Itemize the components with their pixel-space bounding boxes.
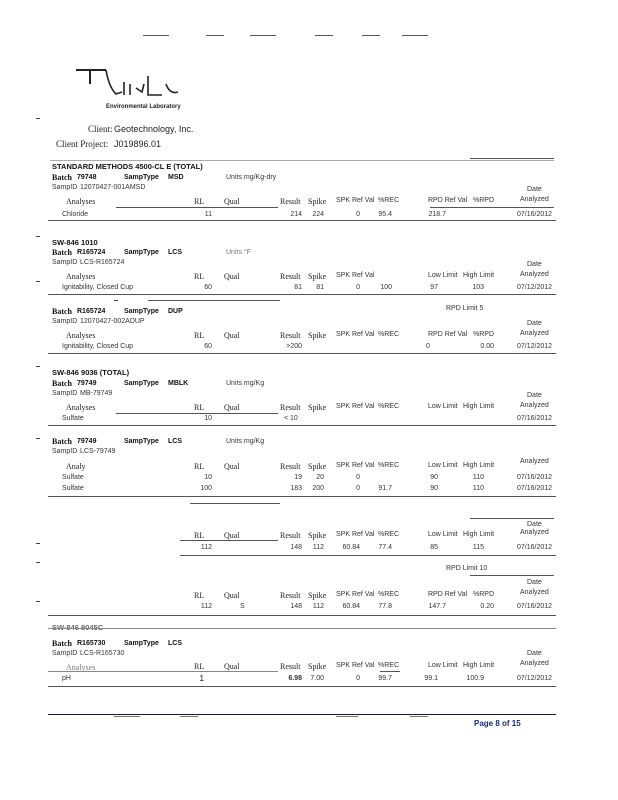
col-spk-ref: SPK Ref Val bbox=[336, 662, 375, 669]
col-rpd: %RPD bbox=[473, 331, 495, 338]
col-analyses: Analyses bbox=[66, 331, 96, 340]
date-value: 07/12/2012 bbox=[517, 284, 553, 291]
qual-value: S bbox=[240, 603, 245, 610]
high-limit-value: 115 bbox=[472, 544, 484, 551]
col-result: Result bbox=[280, 403, 301, 412]
rl-value: 1 bbox=[199, 674, 204, 683]
col-qual: Qual bbox=[224, 662, 240, 671]
sampid-value: MB-79749 bbox=[80, 390, 113, 397]
low-limit-value: 99.1 bbox=[424, 675, 438, 682]
rec-value: 77.8 bbox=[378, 603, 392, 610]
col-qual: Qual bbox=[224, 272, 240, 281]
rpd-value: 0.20 bbox=[480, 603, 494, 610]
col-date: Date bbox=[527, 320, 542, 327]
col-high: High Limit bbox=[463, 403, 495, 410]
result-value: < 10 bbox=[284, 415, 298, 422]
sampid-label: SampID bbox=[52, 390, 78, 397]
page-number: Page 8 of 15 bbox=[474, 719, 521, 728]
spike-value: 200 bbox=[312, 485, 324, 492]
rpd-limit: RPD Limit 5 bbox=[446, 305, 484, 312]
batch-label: Batch bbox=[52, 173, 72, 182]
col-analyzed: Analyzed bbox=[520, 196, 549, 203]
col-analyzed: Analyzed bbox=[520, 458, 549, 465]
section-title: SW-846 9036 (TOTAL) bbox=[52, 368, 130, 377]
col-date: Date bbox=[527, 392, 542, 399]
col-date: Date bbox=[527, 186, 542, 193]
result-value: 19 bbox=[294, 474, 302, 481]
rl-value: 10 bbox=[204, 415, 212, 422]
result-value: 6.98 bbox=[288, 675, 302, 682]
col-analyzed: Analyzed bbox=[520, 589, 549, 596]
spk-ref-value: 0 bbox=[356, 485, 360, 492]
batch-number: 79749 bbox=[77, 438, 97, 445]
batch-number: 79748 bbox=[77, 174, 97, 181]
batch-number: R165730 bbox=[77, 640, 106, 647]
analyte-name: Sulfate bbox=[62, 485, 84, 492]
sampid-value: LCS-79749 bbox=[80, 448, 116, 455]
rl-value: 112 bbox=[200, 544, 212, 551]
col-result: Result bbox=[280, 531, 301, 540]
col-rec: %REC bbox=[378, 591, 400, 598]
col-rec: %REC bbox=[378, 403, 400, 410]
col-spike: Spike bbox=[308, 331, 327, 340]
rpd-value: 0.00 bbox=[480, 343, 494, 350]
col-analyses: Analyses bbox=[66, 403, 96, 412]
col-spike: Spike bbox=[308, 197, 327, 206]
rec-value: 77.4 bbox=[378, 544, 392, 551]
col-rec: %REC bbox=[378, 462, 400, 469]
col-qual: Qual bbox=[224, 462, 240, 471]
batch-label: Batch bbox=[52, 307, 72, 316]
col-qual: Qual bbox=[224, 531, 240, 540]
spk-ref-value: 0 bbox=[356, 474, 360, 481]
col-rpd: %RPD bbox=[473, 591, 495, 598]
rec-value: 100 bbox=[380, 284, 392, 291]
sampid-value: LCS-R165730 bbox=[80, 650, 125, 657]
sampid-label: SampID bbox=[52, 259, 78, 266]
spike-value: 112 bbox=[312, 603, 324, 610]
col-rpd: %RPD bbox=[473, 197, 495, 204]
batch-number: 79749 bbox=[77, 380, 97, 387]
col-rl: RL bbox=[194, 331, 205, 340]
col-analyses: Analyses bbox=[66, 272, 96, 281]
analyte-name: Ignitability, Closed Cup bbox=[62, 284, 134, 291]
col-spike: Spike bbox=[308, 272, 327, 281]
col-spk-ref: SPK Ref Val bbox=[336, 591, 375, 598]
result-value: 183 bbox=[290, 485, 302, 492]
col-analyses: Analyses bbox=[66, 197, 96, 206]
col-qual: Qual bbox=[224, 591, 240, 600]
samptype-value: MBLK bbox=[168, 380, 189, 387]
sampid-value: LCS-R165724 bbox=[80, 259, 125, 266]
high-limit-value: 110 bbox=[472, 474, 484, 481]
high-limit-value: 100.9 bbox=[466, 675, 484, 682]
section-title: SW-846 1010 bbox=[52, 238, 98, 247]
col-rec: %REC bbox=[378, 662, 400, 669]
sampid-value: 12070427-002ADUP bbox=[80, 318, 145, 325]
col-analyses: Analyses bbox=[66, 663, 96, 672]
col-rpd-ref: RPD Ref Val bbox=[428, 331, 468, 338]
rec-value: 91.7 bbox=[378, 485, 392, 492]
col-rl: RL bbox=[194, 662, 205, 671]
units-label: Units °F bbox=[226, 249, 251, 256]
col-spike: Spike bbox=[308, 462, 327, 471]
rl-value: 100 bbox=[200, 485, 212, 492]
col-rl: RL bbox=[194, 197, 205, 206]
date-value: 07/16/2012 bbox=[517, 474, 553, 481]
high-limit-value: 103 bbox=[472, 284, 484, 291]
date-value: 07/12/2012 bbox=[517, 675, 553, 682]
col-spike: Spike bbox=[308, 662, 327, 671]
col-date: Date bbox=[527, 521, 542, 528]
col-qual: Qual bbox=[224, 403, 240, 412]
client-value: Geotechnology, Inc. bbox=[114, 124, 194, 134]
date-value: 07/16/2012 bbox=[517, 544, 553, 551]
batch-label: Batch bbox=[52, 639, 72, 648]
col-analyzed: Analyzed bbox=[520, 660, 549, 667]
rl-value: 60 bbox=[204, 343, 212, 350]
col-spk-ref: SPK Ref Val bbox=[336, 531, 375, 538]
col-spk-ref: SPK Ref Val bbox=[336, 331, 375, 338]
col-spk-ref: SPK Ref Val bbox=[336, 403, 375, 410]
col-high: High Limit bbox=[463, 462, 495, 469]
analyte-name: Sulfate bbox=[62, 415, 84, 422]
col-date: Date bbox=[527, 579, 542, 586]
low-limit-value: 85 bbox=[430, 544, 438, 551]
client-project-label: Client Project: bbox=[56, 139, 109, 149]
rpd-ref-value: 0 bbox=[426, 343, 430, 350]
col-rec: %REC bbox=[378, 531, 400, 538]
analyte-name: Sulfate bbox=[62, 474, 84, 481]
samptype-value: MSD bbox=[168, 174, 184, 181]
col-result: Result bbox=[280, 331, 301, 340]
rpd-ref-value: 147.7 bbox=[428, 603, 446, 610]
col-result: Result bbox=[280, 462, 301, 471]
col-analyzed: Analyzed bbox=[520, 402, 549, 409]
analyte-name: Ignitability, Closed Cup bbox=[62, 343, 134, 350]
analyte-name: pH bbox=[62, 675, 71, 682]
col-rl: RL bbox=[194, 403, 205, 412]
date-value: 07/16/2012 bbox=[517, 485, 553, 492]
batch-label: Batch bbox=[52, 437, 72, 446]
lab-logo bbox=[72, 62, 184, 108]
col-high: High Limit bbox=[463, 272, 495, 279]
samptype-label: SampType bbox=[124, 438, 159, 445]
col-qual: Qual bbox=[224, 331, 240, 340]
client-project-value: J019896.01 bbox=[114, 139, 162, 149]
lab-name: Environmental Laboratory bbox=[106, 104, 181, 110]
low-limit-value: 90 bbox=[430, 474, 438, 481]
units-label: Units mg/Kg bbox=[226, 380, 265, 387]
client-label: Client: bbox=[88, 124, 113, 134]
spike-value: 224 bbox=[312, 211, 324, 218]
samptype-label: SampType bbox=[124, 380, 159, 387]
units-label: Units mg/Kg-dry bbox=[226, 174, 277, 181]
col-spk-ref: SPK Ref Val bbox=[336, 462, 375, 469]
date-value: 07/16/2012 bbox=[517, 603, 553, 610]
col-spike: Spike bbox=[308, 531, 327, 540]
spk-ref-value: 0 bbox=[356, 675, 360, 682]
col-result: Result bbox=[280, 197, 301, 206]
samptype-label: SampType bbox=[124, 308, 159, 315]
spk-ref-value: 60.84 bbox=[342, 603, 360, 610]
col-low: Low Limit bbox=[428, 403, 458, 410]
col-analyses: Analy bbox=[66, 462, 86, 471]
low-limit-value: 90 bbox=[430, 485, 438, 492]
col-rpd-ref: RPD Ref Val bbox=[428, 197, 468, 204]
spike-value: 20 bbox=[316, 474, 324, 481]
spike-value: 112 bbox=[312, 544, 324, 551]
col-rl: RL bbox=[194, 462, 205, 471]
rpd-ref-value: 218.7 bbox=[428, 211, 446, 218]
samptype-value: LCS bbox=[168, 438, 182, 445]
result-value: 148 bbox=[290, 603, 302, 610]
col-date: Date bbox=[527, 261, 542, 268]
spk-ref-value: 0 bbox=[356, 284, 360, 291]
result-value: 214 bbox=[290, 211, 302, 218]
date-value: 07/16/2012 bbox=[517, 415, 553, 422]
rec-value: 95.4 bbox=[378, 211, 392, 218]
col-rl: RL bbox=[194, 591, 205, 600]
result-value: >200 bbox=[286, 343, 302, 350]
sampid-label: SampID bbox=[52, 448, 78, 455]
col-low: Low Limit bbox=[428, 531, 458, 538]
sampid-label: SampID bbox=[52, 650, 78, 657]
units-label: Units mg/Kg bbox=[226, 438, 265, 445]
col-rl: RL bbox=[194, 531, 205, 540]
spk-ref-value: 0 bbox=[356, 211, 360, 218]
col-result: Result bbox=[280, 272, 301, 281]
rl-value: 11 bbox=[204, 211, 212, 218]
col-spike: Spike bbox=[308, 403, 327, 412]
rl-value: 60 bbox=[204, 284, 212, 291]
samptype-label: SampType bbox=[124, 174, 159, 181]
col-spk-ref: SPK Ref Val bbox=[336, 272, 375, 279]
samptype-value: LCS bbox=[168, 249, 182, 256]
col-rec: %REC bbox=[378, 197, 400, 204]
col-result: Result bbox=[280, 662, 301, 671]
col-date: Date bbox=[527, 650, 542, 657]
sampid-label: SampID bbox=[52, 184, 78, 191]
col-low: Low Limit bbox=[428, 662, 458, 669]
col-qual: Qual bbox=[224, 197, 240, 206]
col-analyzed: Analyzed bbox=[520, 529, 549, 536]
batch-number: R165724 bbox=[77, 249, 106, 256]
rec-value: 99.7 bbox=[378, 675, 392, 682]
col-result: Result bbox=[280, 591, 301, 600]
sampid-value: 12070427-001AMSD bbox=[80, 184, 146, 191]
col-low: Low Limit bbox=[428, 272, 458, 279]
col-low: Low Limit bbox=[428, 462, 458, 469]
samptype-value: DUP bbox=[168, 308, 183, 315]
col-analyzed: Analyzed bbox=[520, 330, 549, 337]
result-value: 81 bbox=[294, 284, 302, 291]
low-limit-value: 97 bbox=[430, 284, 438, 291]
rl-value: 112 bbox=[200, 603, 212, 610]
samptype-label: SampType bbox=[124, 249, 159, 256]
date-value: 07/16/2012 bbox=[517, 211, 553, 218]
col-high: High Limit bbox=[463, 531, 495, 538]
col-rec: %REC bbox=[378, 331, 400, 338]
rl-value: 10 bbox=[204, 474, 212, 481]
result-value: 148 bbox=[290, 544, 302, 551]
rpd-limit: RPD Limit 10 bbox=[446, 565, 488, 572]
spike-value: 81 bbox=[316, 284, 324, 291]
col-rpd-ref: RPD Ref Val bbox=[428, 591, 468, 598]
sampid-label: SampID bbox=[52, 318, 78, 325]
col-analyzed: Analyzed bbox=[520, 271, 549, 278]
analyte-name: Chloride bbox=[62, 211, 89, 218]
section-title: STANDARD METHODS 4500-CL E (TOTAL) bbox=[52, 162, 203, 171]
batch-label: Batch bbox=[52, 248, 72, 257]
col-spike: Spike bbox=[308, 591, 327, 600]
samptype-value: LCS bbox=[168, 640, 182, 647]
col-spk-ref: SPK Ref Val bbox=[336, 197, 375, 204]
section-title: SW-846 9045C bbox=[52, 623, 104, 632]
date-value: 07/12/2012 bbox=[517, 343, 553, 350]
batch-number: R165724 bbox=[77, 308, 106, 315]
spk-ref-value: 60.84 bbox=[342, 544, 360, 551]
spike-value: 7.00 bbox=[310, 675, 324, 682]
batch-label: Batch bbox=[52, 379, 72, 388]
col-rl: RL bbox=[194, 272, 205, 281]
samptype-label: SampType bbox=[124, 640, 159, 647]
col-high: High Limit bbox=[463, 662, 495, 669]
high-limit-value: 110 bbox=[472, 485, 484, 492]
